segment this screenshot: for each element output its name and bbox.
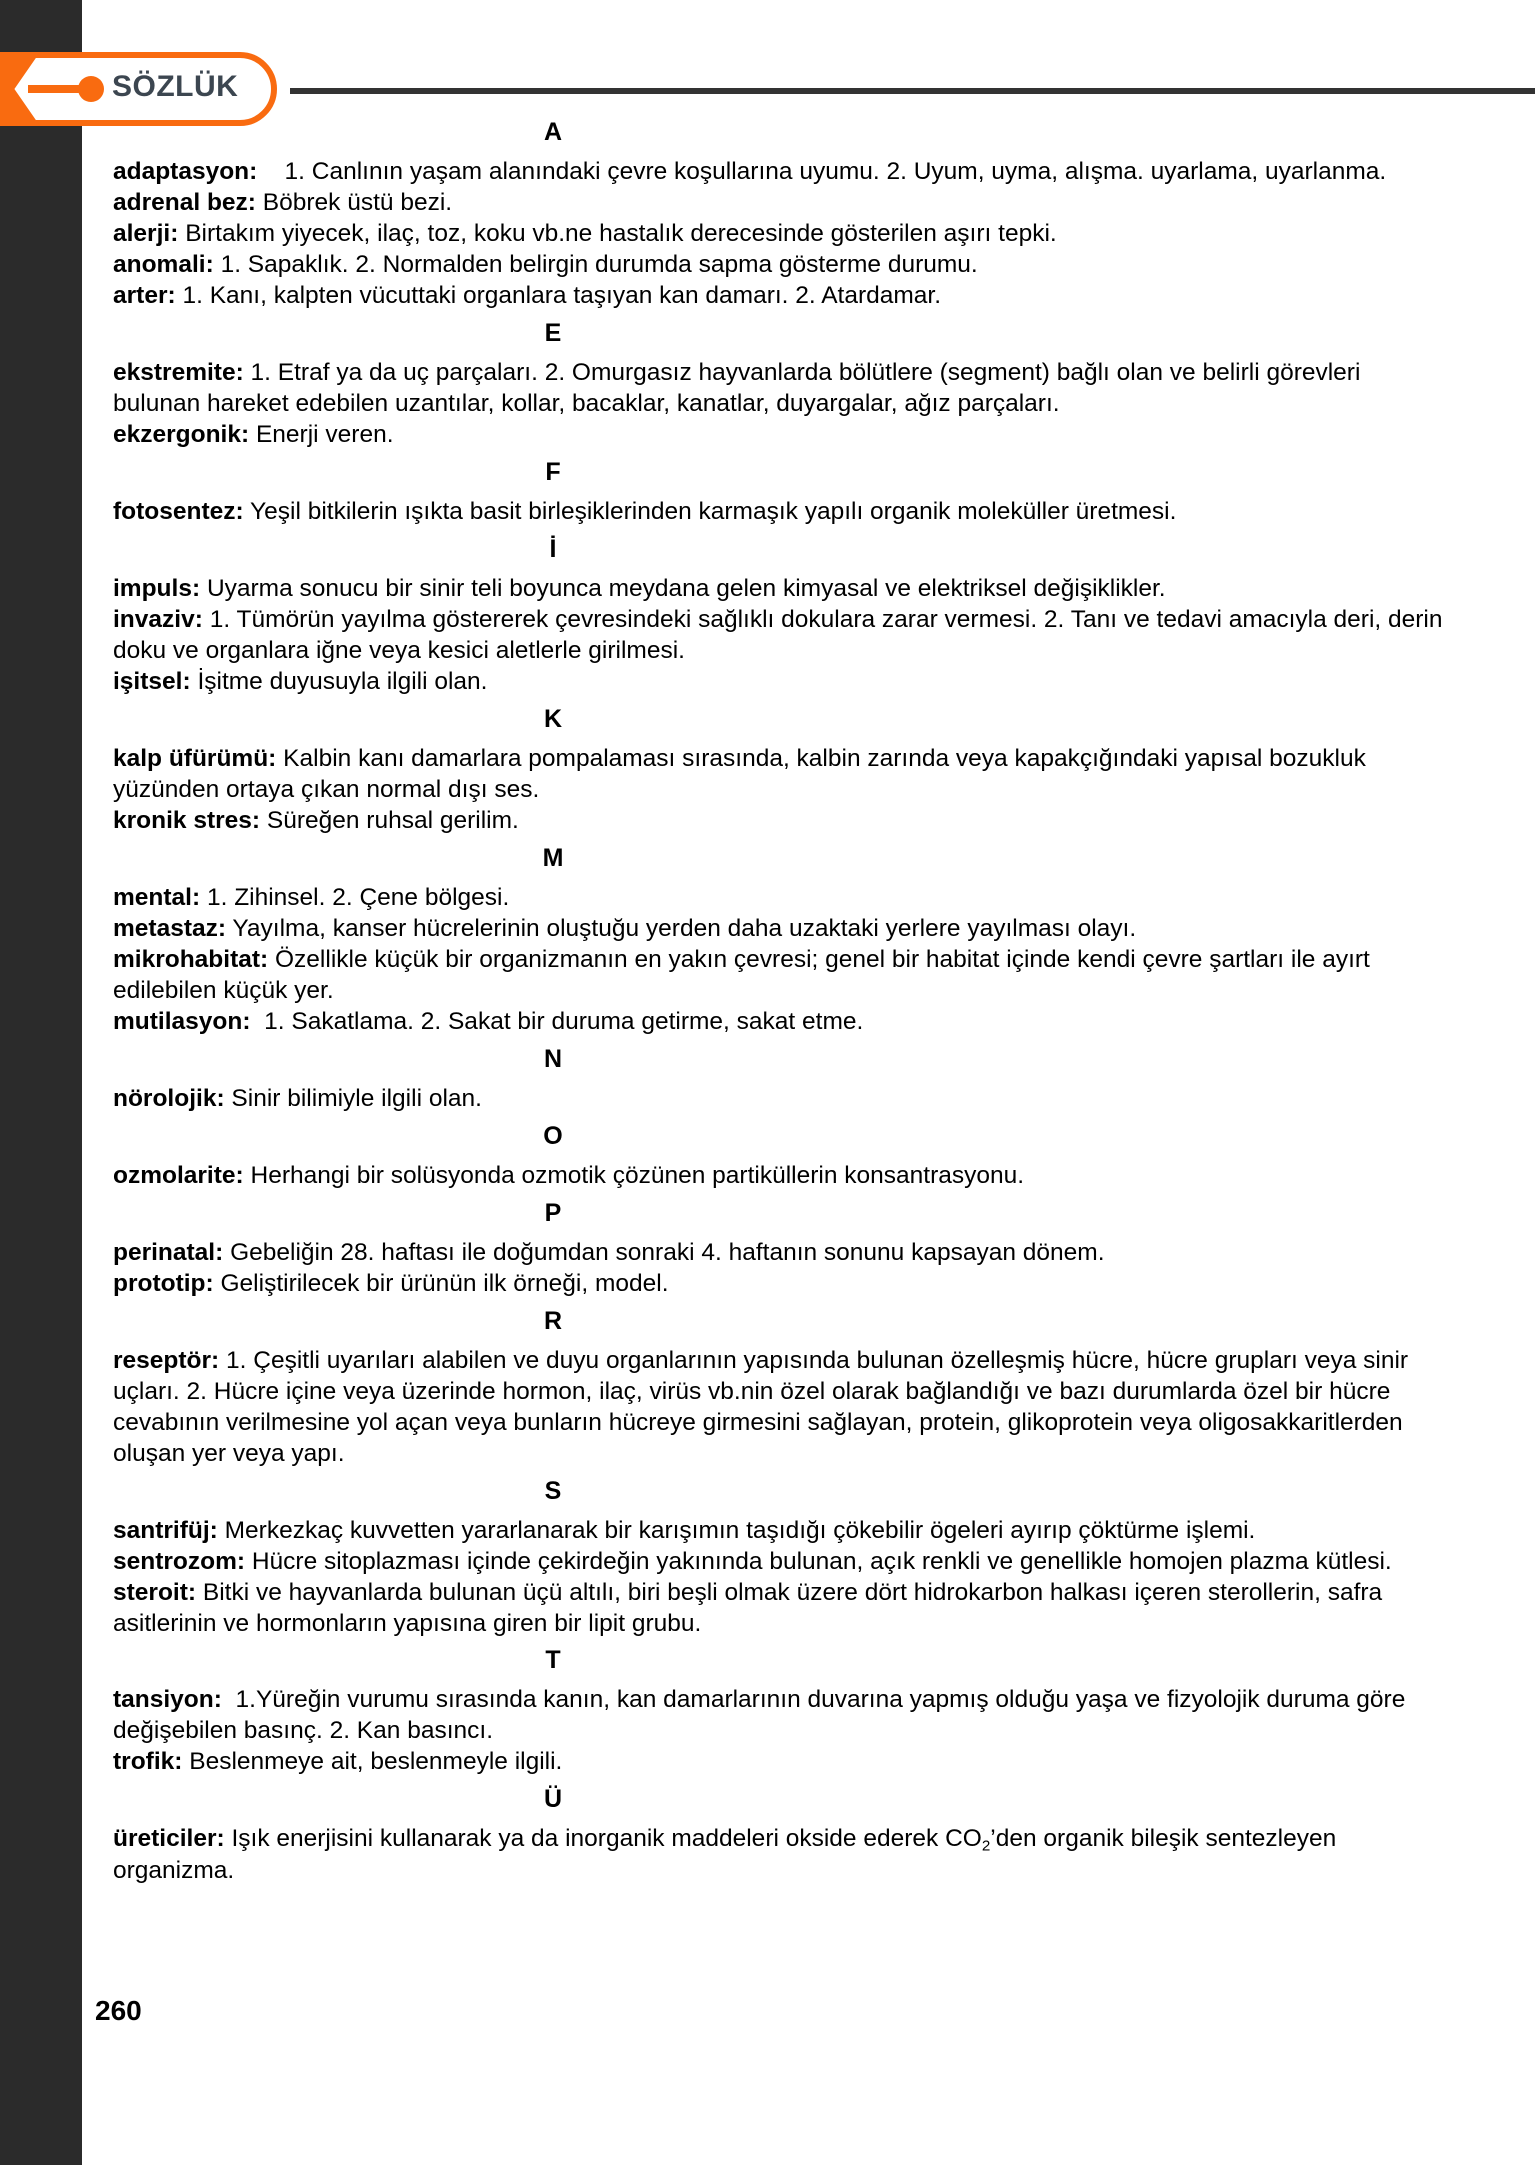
entry-gap xyxy=(214,251,221,278)
entry-term: mental: xyxy=(113,883,201,911)
entry-definition: 1. Zihinsel. 2. Çene bölgesi. xyxy=(206,883,510,911)
entry-definition: Uyarma sonucu bir sinir teli boyunca meydana gelen kimyasal ve elektriksel değişiklikler. xyxy=(206,574,1166,602)
entry-term: alerji: xyxy=(113,219,179,247)
entry-definition: İşitme duyusuyla ilgili olan. xyxy=(197,667,488,695)
entry-definition: Kalbin kanı damarlara pompalaması sırasında, kalbin zarında veya kapakçığındaki yapısal bozukluk yüzünden ortaya çıkan normal dışı ses. xyxy=(113,744,1366,803)
entry-term: ekzergonik: xyxy=(113,420,250,448)
entry-term: metastaz: xyxy=(113,914,227,942)
entry-gap xyxy=(200,884,207,911)
entry-definition: Beslenmeye ait, beslenmeyle ilgili. xyxy=(189,1748,563,1776)
entry-gap xyxy=(214,1270,221,1297)
entry-definition: 1. Kanı, kalpten vücuttaki organlara taşıyan kan damarı. 2. Atardamar. xyxy=(182,281,942,309)
entry-definition: 1. Tümörün yayılma göstererek çevresindeki sağlıklı dokulara zarar vermesi. 2. Tanı ve tedavi amacıyla deri, derin doku ve organlara iğne veya kesici aletlerle girilmesi. xyxy=(113,605,1443,664)
entry-definition: Birtakım yiyecek, ilaç, toz, koku vb.ne hastalık derecesinde gösterilen aşırı tepki. xyxy=(185,219,1057,247)
entry-term: trofik: xyxy=(113,1748,183,1776)
entry-gap xyxy=(222,1686,236,1713)
entry-gap xyxy=(268,946,275,973)
entry-definition: Enerji veren. xyxy=(255,420,394,448)
entry-gap xyxy=(249,421,256,448)
entry-gap xyxy=(244,359,251,386)
entry-term: mikrohabitat: xyxy=(113,945,269,973)
bullet-dot-icon xyxy=(78,76,104,102)
glossary-entry xyxy=(113,744,1453,806)
glossary-entry xyxy=(113,1547,1453,1578)
entry-term: nörolojik: xyxy=(113,1084,225,1112)
page-title: SÖZLÜK xyxy=(112,70,239,103)
letter-heading: R xyxy=(543,1306,563,1335)
entry-term: kalp üfürümü: xyxy=(113,744,277,772)
entry-definition: 1. Sakatlama. 2. Sakat bir duruma getirme, sakat etme. xyxy=(264,1007,864,1035)
entry-term: mutilasyon: xyxy=(113,1007,251,1035)
glossary-entry xyxy=(113,1685,1453,1747)
entry-definition: Yayılma, kanser hücrelerinin oluştuğu yerden daha uzaktaki yerlere yayılması olayı. xyxy=(232,914,1137,942)
entry-definition: 1.Yüreğin vurumu sırasında kanın, kan damarlarının duvarına yapmış olduğu yaşa ve fizyolojik duruma göre değişebilen basınç. 2. Kan basıncı. xyxy=(113,1686,1406,1745)
entry-definition: Böbrek üstü bezi. xyxy=(262,188,453,216)
glossary-entry xyxy=(113,219,1453,250)
entry-definition: Merkezkaç kuvvetten yararlanarak bir karışımın taşıdığı çökebilir ögeleri ayırıp çöktürme işlemi. xyxy=(224,1516,1256,1544)
letter-heading: F xyxy=(545,457,561,486)
entry-definition: Yeşil bitkilerin ışıkta basit birleşiklerinden karmaşık yapılı organik moleküller üretmesi. xyxy=(250,497,1177,525)
entry-term: reseptör: xyxy=(113,1346,220,1374)
letter-heading: S xyxy=(544,1476,562,1505)
entry-term: ekstremite: xyxy=(113,358,244,386)
glossary-entry xyxy=(113,1084,1453,1115)
glossary-entry xyxy=(113,188,1453,219)
letter-heading: P xyxy=(544,1198,562,1227)
entry-definition: 1. Etraf ya da uç parçaları. 2. Omurgasız hayvanlarda bölütlere (segment) bağlı olan ve belirli görevleri bulunan hareket edebilen uzantılar, kollar, bacaklar, kanatlar, duyargalar, ağız parçaları. xyxy=(113,358,1361,417)
entry-definition: Gebeliğin 28. haftası ile doğumdan sonraki 4. haftanın sonunu kapsayan dönem. xyxy=(230,1238,1105,1266)
entry-term: impuls: xyxy=(113,574,201,602)
entry-gap xyxy=(244,1162,251,1189)
page-spine xyxy=(0,0,82,2165)
letter-heading: A xyxy=(543,118,563,146)
glossary-entry xyxy=(113,806,1453,837)
glossary-entry xyxy=(113,1824,1453,1886)
glossary-entry xyxy=(113,1747,1453,1778)
entry-definition: Sinir bilimiyle ilgili olan. xyxy=(231,1084,482,1112)
entry-term: prototip: xyxy=(113,1269,214,1297)
glossary-entry xyxy=(113,574,1453,605)
entry-definition: Süreğen ruhsal gerilim. xyxy=(266,806,519,834)
entry-term: perinatal: xyxy=(113,1238,224,1266)
entry-gap xyxy=(200,575,207,602)
chemical-subscript: 2 xyxy=(981,1837,991,1855)
entry-gap xyxy=(251,1008,265,1035)
glossary-entry xyxy=(113,358,1453,420)
glossary-entry xyxy=(113,157,1453,188)
letter-heading: O xyxy=(543,1121,563,1150)
letter-heading: İ xyxy=(549,534,557,563)
glossary-entry xyxy=(113,1516,1453,1547)
entry-definition: 1. Çeşitli uyarıları alabilen ve duyu organlarının yapısında bulunan özelleşmiş hücre, hücre grupları veya sinir uçları. 2. Hücre içine veya üzerinde hormon, ilaç, virüs vb.nin özel olarak bağlandığı ve bazı durumlarda özel bir hücre cevabının verilmesine yol açan veya bunların hücreye girmesini sağlayan, protein, glikoprotein veya oligosakkaritlerden oluşan yer veya yapı. xyxy=(113,1346,1409,1467)
entry-term: anomali: xyxy=(113,250,214,278)
letter-heading: M xyxy=(542,843,564,872)
glossary-entry xyxy=(113,497,1453,528)
letter-heading: N xyxy=(543,1044,563,1073)
entry-term: adrenal bez: xyxy=(113,188,256,216)
glossary-entry xyxy=(113,605,1453,667)
entry-gap xyxy=(218,1517,225,1544)
glossary-entry xyxy=(113,945,1453,1007)
glossary-entry xyxy=(113,281,1453,312)
entry-term: adaptasyon: xyxy=(113,158,258,185)
letter-heading: T xyxy=(545,1646,561,1675)
glossary-content xyxy=(113,120,1453,1887)
glossary-entry xyxy=(113,914,1453,945)
entry-definition: Özellikle küçük bir organizmanın en yakın çevresi; genel bir habitat içinde kendi çevre şartları ile ayırt edilebilen küçük yer. xyxy=(113,945,1370,1004)
entry-gap xyxy=(260,807,267,834)
entry-term: üreticiler: xyxy=(113,1825,225,1853)
page-number: 260 xyxy=(95,1995,142,2026)
entry-gap xyxy=(196,1579,203,1606)
entry-term: fotosentez: xyxy=(113,497,244,525)
entry-term: tansiyon: xyxy=(113,1686,222,1714)
entry-gap xyxy=(256,189,263,216)
entry-definition: 1. Sapaklık. 2. Normalden belirgin durumda sapma gösterme durumu. xyxy=(220,250,978,278)
glossary-entry xyxy=(113,1007,1453,1038)
header-rule xyxy=(290,88,1535,94)
entry-gap xyxy=(245,1548,252,1575)
entry-term: ozmolarite: xyxy=(113,1161,244,1189)
glossary-entry xyxy=(113,250,1453,281)
entry-gap xyxy=(219,1347,226,1374)
glossary-entry xyxy=(113,883,1453,914)
entry-definition: Herhangi bir solüsyonda ozmotik çözünen partiküllerin konsantrasyonu. xyxy=(250,1161,1025,1189)
glossary-entry xyxy=(113,667,1453,698)
entry-definition: Geliştirilecek bir ürünün ilk örneği, model. xyxy=(220,1269,669,1297)
entry-gap xyxy=(203,606,210,633)
letter-heading: K xyxy=(543,704,563,733)
entry-term: işitsel: xyxy=(113,667,191,695)
entry-definition: 1. Canlının yaşam alanındaki çevre koşullarına uyumu. 2. Uyum, uyma, alışma. uyarlama, uyarlanma. xyxy=(284,158,1387,185)
glossary-entry xyxy=(113,1238,1453,1269)
entry-definition-cont: ’den organik bileşik sentezleyen organizma. xyxy=(113,1825,1337,1884)
glossary-entry xyxy=(113,1578,1453,1640)
letter-heading: Ü xyxy=(543,1785,563,1814)
entry-term: steroit: xyxy=(113,1578,197,1606)
glossary-entry xyxy=(113,1269,1453,1300)
entry-term: sentrozom: xyxy=(113,1547,246,1575)
glossary-entry xyxy=(113,1161,1453,1192)
entry-gap xyxy=(257,158,284,185)
glossary-entry xyxy=(113,1346,1453,1470)
letter-heading: E xyxy=(544,318,562,347)
entry-term: santrifüj: xyxy=(113,1516,218,1544)
entry-definition: Bitki ve hayvanlarda bulunan üçü altılı, biri beşli olmak üzere dört hidrokarbon halkası içeren sterollerin, safra asitlerinin ve hormonların yapısına giren bir lipit grubu. xyxy=(113,1578,1383,1637)
entry-definition: Hücre sitoplazması içinde çekirdeğin yakınında bulunan, açık renkli ve genellikle homojen plazma kütlesi. xyxy=(251,1547,1392,1575)
entry-term: invaziv: xyxy=(113,605,203,633)
entry-term: kronik stres: xyxy=(113,806,261,834)
glossary-entry xyxy=(113,420,1453,451)
entry-definition: Işık enerjisini kullanarak ya da inorganik maddeleri okside ederek CO xyxy=(231,1825,982,1853)
entry-term: arter: xyxy=(113,281,176,309)
